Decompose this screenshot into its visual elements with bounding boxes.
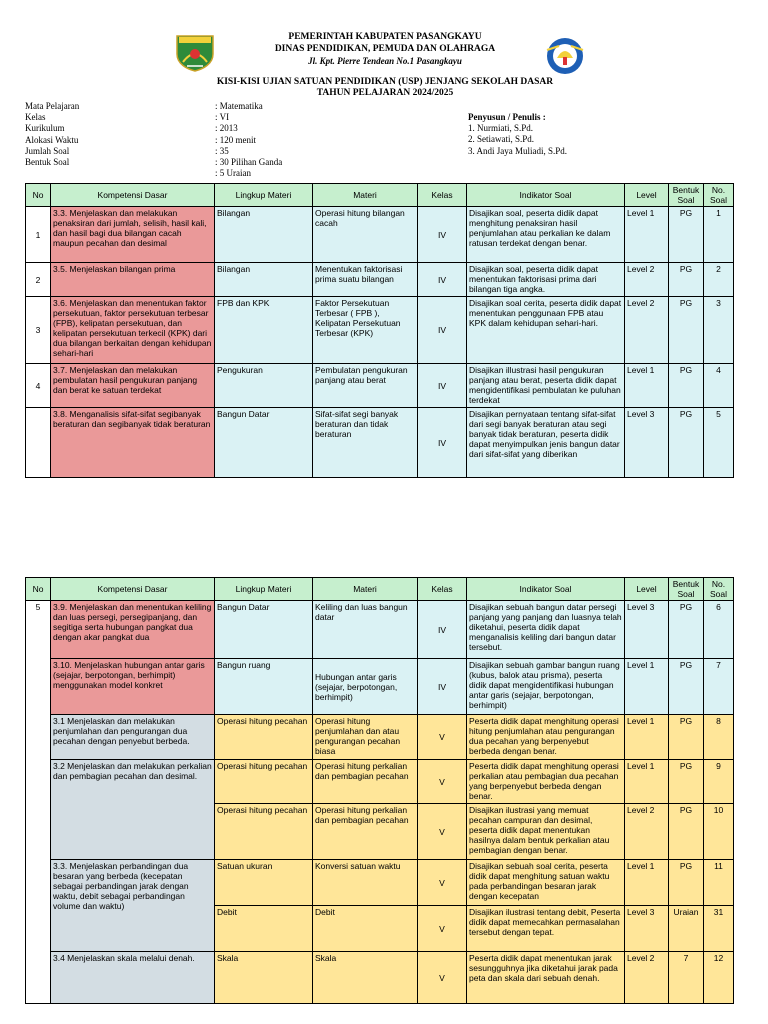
cell-nosoal: 11 xyxy=(704,860,734,906)
cell-materi: Skala xyxy=(313,952,418,1004)
cell-nosoal: 5 xyxy=(704,408,734,478)
cell-kelas: IV xyxy=(418,364,467,408)
col-header: Materi xyxy=(313,184,418,207)
document-title: KISI-KISI UJIAN SATUAN PENDIDIKAN (USP) JENJANG SEKOLAH DASAR xyxy=(216,77,554,87)
kisi-kisi-table-1 xyxy=(25,183,734,478)
info-value: : 120 menit xyxy=(215,134,256,145)
cell-indikator: Disajikan soal, peserta didik dapat menghitung penaksiran hasil penjumlahan atau perkalian ke dalam ratusan terdekat dengan benar. xyxy=(467,207,625,263)
col-header: No. Soal xyxy=(704,578,734,601)
header-government-name: PEMERINTAH KABUPATEN PASANGKAYU xyxy=(288,32,482,42)
cell-level: Level 2 xyxy=(625,804,669,860)
cell-indikator: Disajikan soal, peserta didik dapat menentukan faktorisasi prima dari bilangan tiga angka. xyxy=(467,263,625,297)
table-row xyxy=(26,263,734,297)
info-value: : 5 Uraian xyxy=(215,168,251,179)
cell-indikator: Disajikan pernyataan tentang sifat-sifat dari segi banyak beraturan atau segi banyak tidak beraturan, peserta didik dapat menyimpulkan jenis bangun datar dari sifat-sifat yang diberikan xyxy=(467,408,625,478)
col-header: Kelas xyxy=(418,184,467,207)
info-label: Kelas xyxy=(25,112,46,123)
cell-lingkup: Operasi hitung pecahan xyxy=(215,804,313,860)
cell-indikator: Peserta didik dapat menghitung operasi perkalian atau pembagian dua pecahan yang berpenyebut berbeda dengan benar. xyxy=(467,760,625,804)
cell-level: Level 1 xyxy=(625,364,669,408)
cell-kompetensi: 3.1 Menjelaskan dan melakukan penjumlahan dan pengurangan dua pecahan dengan penyebut berbeda. xyxy=(51,715,215,760)
col-header: Lingkup Materi xyxy=(215,578,313,601)
cell-kelas: IV xyxy=(418,408,467,478)
cell-kelas: V xyxy=(418,952,467,1004)
info-value: : Matematika xyxy=(215,101,263,111)
col-header: No xyxy=(26,184,51,207)
cell-level: Level 1 xyxy=(625,659,669,715)
info-labels xyxy=(25,101,79,168)
cell-indikator: Disajikan sebuah gambar bangun ruang (kubus, balok atau prisma), peserta didik dapat mengidentifikasi hubungan antar garis (sejajar, berpotongan, berhimpit) xyxy=(467,659,625,715)
col-header: Indikator Soal xyxy=(467,184,625,207)
cell-kompetensi: 3.7. Menjelaskan dan melakukan pembulatan hasil pengukuran panjang dan berat ke satuan terdekat xyxy=(51,364,215,408)
cell-materi: Operasi hitung penjumlahan dan atau pengurangan pecahan biasa xyxy=(313,715,418,760)
cell-no: 4 xyxy=(26,364,51,408)
cell-materi: Faktor Persekutuan Terbesar ( FPB ), Kelipatan Persekutuan Terbesar (KPK) xyxy=(313,297,418,364)
cell-level: Level 1 xyxy=(625,207,669,263)
table-row xyxy=(26,659,734,715)
cell-bentuk: PG xyxy=(669,715,704,760)
col-header: Kelas xyxy=(418,578,467,601)
cell-indikator: Disajikan ilustrasi tentang debit, Peserta didik dapat memecahkan permasalahan tersebut dengan tepat. xyxy=(467,906,625,952)
cell-kelas: V xyxy=(418,906,467,952)
cell-kompetensi: 3.2 Menjelaskan dan melakukan perkalian dan pembagian pecahan dan desimal. xyxy=(51,760,215,860)
cell-indikator: Disajikan illustrasi hasil pengukuran panjang atau berat, peserta didik dapat mengidentifikasi pembulatan ke puluhan terdekat xyxy=(467,364,625,408)
table-row xyxy=(26,297,734,364)
info-label: Alokasi Waktu xyxy=(25,134,79,145)
col-header: No xyxy=(26,578,51,601)
cell-no: 3 xyxy=(26,297,51,364)
cell-lingkup: Operasi hitung pecahan xyxy=(215,760,313,804)
cell-lingkup: Debit xyxy=(215,906,313,952)
cell-bentuk: PG xyxy=(669,804,704,860)
header-address: Jl. Kpt. Pierre Tendean No.1 Pasangkayu xyxy=(308,56,462,66)
table-row xyxy=(26,408,734,478)
cell-lingkup: Bilangan xyxy=(215,263,313,297)
penyusun-title: Penyusun / Penulis : xyxy=(468,112,546,122)
cell-level: Level 3 xyxy=(625,601,669,659)
col-header: No. Soal xyxy=(704,184,734,207)
cell-nosoal: 3 xyxy=(704,297,734,364)
info-label: Bentuk Soal xyxy=(25,157,70,168)
cell-kelas: IV xyxy=(418,263,467,297)
col-header: Materi xyxy=(313,578,418,601)
cell-kompetensi: 3.10. Menjelaskan hubungan antar garis (sejajar, berpotongan, berhimpit) menggunakan model konkret xyxy=(51,659,215,715)
col-header: Level xyxy=(625,578,669,601)
cell-indikator: Disajikan sebuah soal cerita, peserta didik dapat menghitung satuan waktu pada perbandingan besaran jarak dengan kecepatan xyxy=(467,860,625,906)
cell-lingkup: Bilangan xyxy=(215,207,313,263)
cell-lingkup: Bangun Datar xyxy=(215,408,313,478)
table-row xyxy=(26,601,734,659)
cell-lingkup: Skala xyxy=(215,952,313,1004)
cell-lingkup: Bangun ruang xyxy=(215,659,313,715)
cell-nosoal: 4 xyxy=(704,364,734,408)
cell-nosoal: 9 xyxy=(704,760,734,804)
cell-no: 2 xyxy=(26,263,51,297)
cell-materi: Keliling dan luas bangun datar xyxy=(313,601,418,659)
cell-lingkup: Satuan ukuran xyxy=(215,860,313,906)
cell-kompetensi: 3.3. Menjelaskan perbandingan dua besaran yang berbeda (kecepatan sebagai perbandingan jarak dengan waktu, debit sebagai perbandingan volume dan waktu) xyxy=(51,860,215,952)
cell-kelas: IV xyxy=(418,207,467,263)
cell-lingkup: Pengukuran xyxy=(215,364,313,408)
info-value: : 2013 xyxy=(215,123,238,134)
cell-bentuk: PG xyxy=(669,659,704,715)
cell-kompetensi: 3.5. Menjelaskan bilangan prima xyxy=(51,263,215,297)
cell-kelas: V xyxy=(418,804,467,860)
cell-bentuk: Uraian xyxy=(669,906,704,952)
cell-bentuk: PG xyxy=(669,263,704,297)
cell-level: Level 3 xyxy=(625,408,669,478)
table-header-row xyxy=(26,578,734,601)
cell-materi: Hubungan antar garis (sejajar, berpotongan, berhimpit) xyxy=(313,659,418,715)
info-value: : VI xyxy=(215,112,230,123)
info-value: : 35 xyxy=(215,145,229,156)
cell-kompetensi: 3.9. Menjelaskan dan menentukan keliling dan luas persegi, persegipanjang, dan segitiga serta hubungan pangkat dua dengan akar pangkat dua xyxy=(51,601,215,659)
cell-lingkup: Operasi hitung pecahan xyxy=(215,715,313,760)
cell-materi: Operasi hitung bilangan cacah xyxy=(313,207,418,263)
cell-level: Level 2 xyxy=(625,952,669,1004)
cell-level: Level 1 xyxy=(625,760,669,804)
col-header: Level xyxy=(625,184,669,207)
cell-bentuk: 7 xyxy=(669,952,704,1004)
cell-bentuk: PG xyxy=(669,364,704,408)
cell-nosoal: 10 xyxy=(704,804,734,860)
table-header-row xyxy=(26,184,734,207)
cell-materi: Konversi satuan waktu xyxy=(313,860,418,906)
cell-materi: Operasi hitung perkalian dan pembagian pecahan xyxy=(313,804,418,860)
cell-kelas: V xyxy=(418,860,467,906)
cell-materi: Debit xyxy=(313,906,418,952)
info-label: Mata Pelajaran xyxy=(25,101,80,111)
cell-materi: Operasi hitung perkalian dan pembagian pecahan xyxy=(313,760,418,804)
penyusun-block xyxy=(468,112,567,157)
cell-indikator: Disajikan soal cerita, peserta didik dapat menentukan penggunaan FPB atau KPK dalam kehidupan sehari-hari. xyxy=(467,297,625,364)
cell-no: 1 xyxy=(26,207,51,263)
col-header: Indikator Soal xyxy=(467,578,625,601)
cell-nosoal: 6 xyxy=(704,601,734,659)
cell-nosoal: 7 xyxy=(704,659,734,715)
cell-bentuk: PG xyxy=(669,408,704,478)
cell-kelas: IV xyxy=(418,601,467,659)
cell-materi: Menentukan faktorisasi prima suatu bilangan xyxy=(313,263,418,297)
cell-indikator: Disajikan sebuah bangun datar persegi panjang yang panjang dan luasnya telah diketahui, peserta didik dapat menganalisis keliling dari bangun datar tersebut. xyxy=(467,601,625,659)
cell-nosoal: 12 xyxy=(704,952,734,1004)
penyusun-name: 3. Andi Jaya Muliadi, S.Pd. xyxy=(468,145,568,156)
table-row xyxy=(26,207,734,263)
cell-bentuk: PG xyxy=(669,297,704,364)
cell-indikator: Peserta didik dapat menghitung operasi hitung penjumlahan atau pengurangan dua pecahan yang berpenyebut berbeda dengan benar. xyxy=(467,715,625,760)
cell-level: Level 1 xyxy=(625,715,669,760)
penyusun-name: 1. Nurmiati, S.Pd. xyxy=(468,123,534,134)
col-header: Kompetensi Dasar xyxy=(51,578,215,601)
cell-kelas: IV xyxy=(418,659,467,715)
document-year: TAHUN PELAJARAN 2024/2025 xyxy=(316,88,454,98)
penyusun-name: 2. Setiawati, S.Pd. xyxy=(468,134,535,145)
cell-kelas: V xyxy=(418,715,467,760)
cell-materi: Sifat-sifat segi banyak beraturan dan tidak beraturan xyxy=(313,408,418,478)
info-label: Kurikulum xyxy=(25,123,65,134)
info-value: : 30 Pilihan Ganda xyxy=(215,157,283,168)
cell-kompetensi: 3.4 Menjelaskan skala melalui denah. xyxy=(51,952,215,1004)
table-row xyxy=(26,760,734,804)
cell-bentuk: PG xyxy=(669,207,704,263)
info-label: Jumlah Soal xyxy=(25,145,70,156)
cell-indikator: Peserta didik dapat menentukan jarak sesungguhnya jika diketahui jarak pada peta dan skala dari sebuah denah. xyxy=(467,952,625,1004)
table-row xyxy=(26,715,734,760)
cell-kelas: V xyxy=(418,760,467,804)
cell-nosoal: 8 xyxy=(704,715,734,760)
cell-lingkup: Bangun Datar xyxy=(215,601,313,659)
table-row xyxy=(26,952,734,1004)
col-header: Bentuk Soal xyxy=(669,184,704,207)
cell-kompetensi: 3.3. Menjelaskan dan melakukan penaksiran dari jumlah, selisih, hasil kali, dan hasil bagi dua bilangan cacah maupun pecahan dan desimal xyxy=(51,207,215,263)
cell-nosoal: 31 xyxy=(704,906,734,952)
cell-bentuk: PG xyxy=(669,760,704,804)
table-row xyxy=(26,860,734,906)
cell-no: 5 xyxy=(26,601,51,1004)
cell-bentuk: PG xyxy=(669,860,704,906)
cell-level: Level 1 xyxy=(625,860,669,906)
table-row xyxy=(26,364,734,408)
cell-level: Level 2 xyxy=(625,297,669,364)
cell-lingkup: FPB dan KPK xyxy=(215,297,313,364)
col-header: Kompetensi Dasar xyxy=(51,184,215,207)
cell-kelas: IV xyxy=(418,297,467,364)
cell-nosoal: 2 xyxy=(704,263,734,297)
cell-indikator: Disajikan ilustrasi yang memuat pecahan campuran dan desimal, peserta didik dapat menentukan hasilnya dalam bentuk perkalian atau pembagian dengan benar. xyxy=(467,804,625,860)
cell-bentuk: PG xyxy=(669,601,704,659)
cell-kompetensi: 3.6. Menjelaskan dan menentukan faktor persekutuan, faktor persekutuan terbesar (FPB), kelipatan persekutuan, dan kelipatan persekutuan terkecil (KPK) dari dua bilangan berkaitan dengan kehidupan sehari-hari xyxy=(51,297,215,364)
cell-level: Level 2 xyxy=(625,263,669,297)
info-values xyxy=(215,101,282,179)
header-department-name: DINAS PENDIDIKAN, PEMUDA DAN OLAHRAGA xyxy=(274,44,496,54)
cell-kompetensi: 3.8. Menganalisis sifat-sifat segibanyak beraturan dan segibanyak tidak beraturan xyxy=(51,408,215,478)
cell-materi: Pembulatan pengukuran panjang atau berat xyxy=(313,364,418,408)
cell-level: Level 3 xyxy=(625,906,669,952)
col-header: Lingkup Materi xyxy=(215,184,313,207)
cell-nosoal: 1 xyxy=(704,207,734,263)
kisi-kisi-table-2 xyxy=(25,577,734,1004)
cell-no xyxy=(26,408,51,478)
col-header: Bentuk Soal xyxy=(669,578,704,601)
